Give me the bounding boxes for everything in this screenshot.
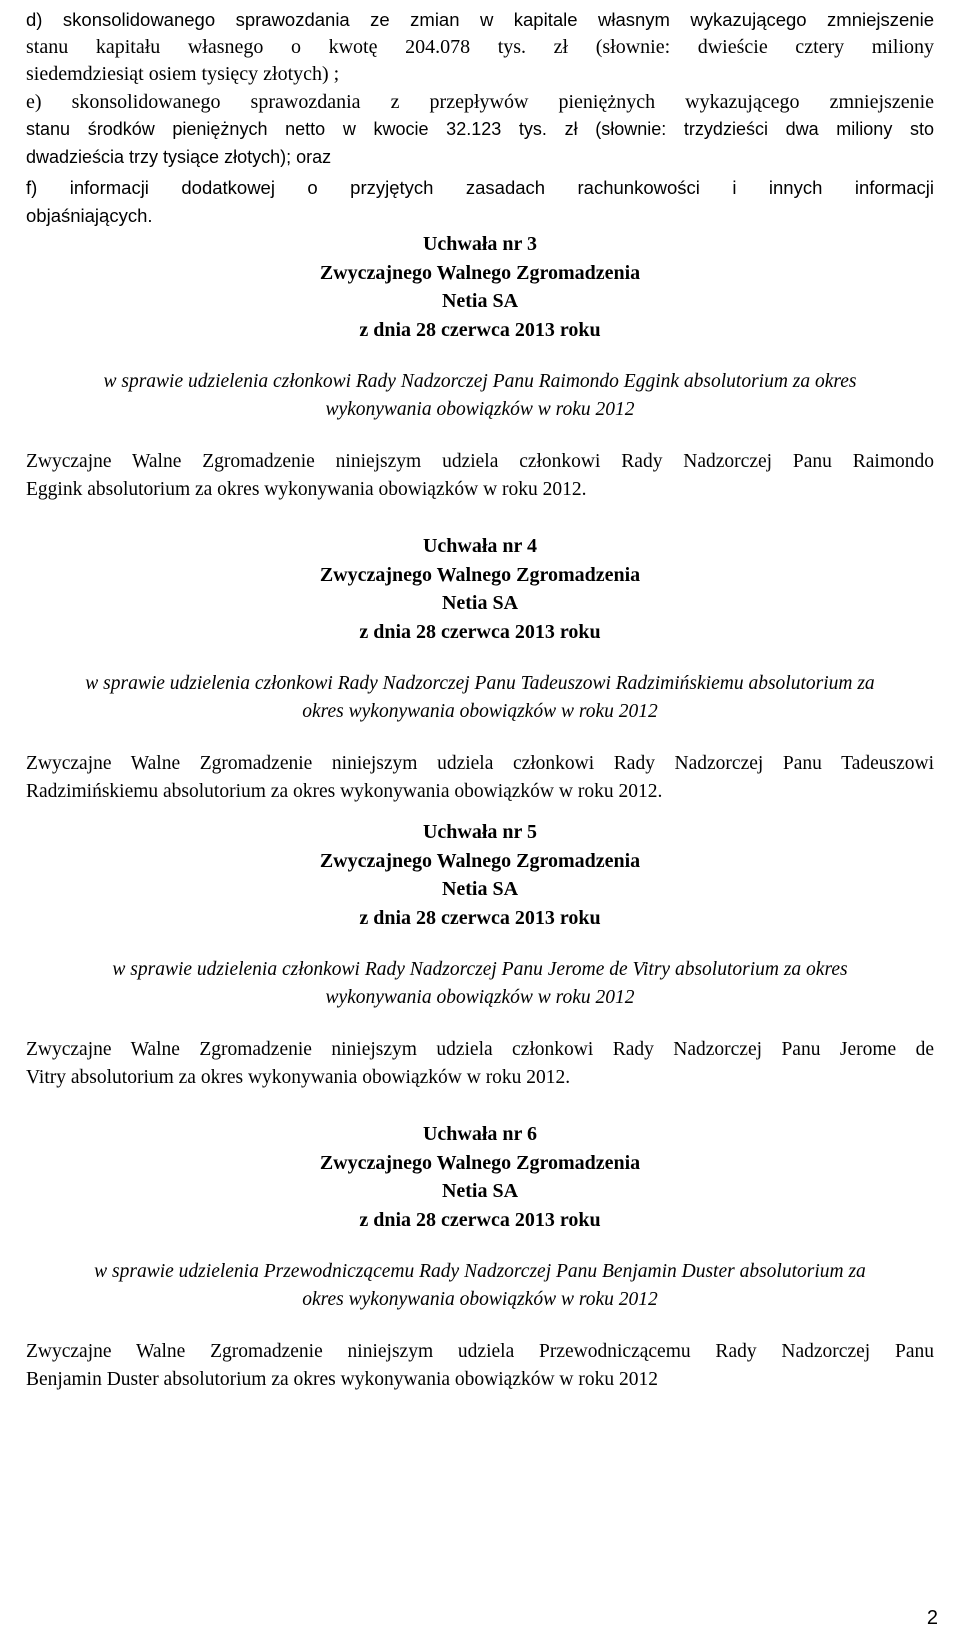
resolution-title: Uchwała nr 3 [422, 233, 538, 255]
resolution-4 [26, 532, 934, 806]
resolution-3 [26, 230, 934, 504]
item-d-line3: siedemdziesiąt osiem tysięcy złotych) ; [26, 63, 340, 85]
resolution-text-line2: Radzimińskiemu absolutorium za okres wykonywania obowiązków w roku 2012. [26, 781, 663, 802]
item-f-line1: f) informacji dodatkowej o przyjętych zasadach rachunkowości i innych informacji [26, 177, 934, 198]
resolution-date: z dnia 28 czerwca 2013 roku [359, 620, 601, 643]
resolution-text-line1: Zwyczajne Walne Zgromadzenie niniejszym udziela członkowi Rady Nadzorczej Panu Tadeuszowi [26, 753, 934, 774]
resolution-subject-line1: w sprawie udzielenia członkowi Rady Nadzorczej Panu Tadeuszowi Radzimińskiemu absolutorium za [85, 673, 875, 694]
resolution-text-line1: Zwyczajne Walne Zgromadzenie niniejszym udziela członkowi Rady Nadzorczej Panu Raimondo [26, 451, 934, 472]
resolution-body-name: Zwyczajnego Walnego Zgromadzenia [319, 563, 641, 586]
resolution-date: z dnia 28 czerwca 2013 roku [359, 318, 601, 341]
intro-list [26, 6, 934, 229]
item-e-line2: stanu środków pieniężnych netto w kwocie 32.123 tys. zł (słownie: trzydzieści dwa miliony sto [26, 119, 934, 139]
resolution-title: Uchwała nr 4 [422, 535, 538, 557]
resolution-company: Netia SA [441, 1180, 519, 1202]
resolution-subject-line2: wykonywania obowiązków w roku 2012 [325, 987, 635, 1008]
resolution-subject-line2: okres wykonywania obowiązków w roku 2012 [302, 701, 658, 722]
resolution-text-line2: Benjamin Duster absolutorium za okres wykonywania obowiązków w roku 2012 [26, 1369, 658, 1390]
resolution-date: z dnia 28 czerwca 2013 roku [359, 906, 601, 929]
resolution-text-line1: Zwyczajne Walne Zgromadzenie niniejszym udziela członkowi Rady Nadzorczej Panu Jerome de [26, 1039, 934, 1060]
resolution-body-name: Zwyczajnego Walnego Zgromadzenia [319, 1151, 641, 1174]
resolution-subject-line1: w sprawie udzielenia Przewodniczącemu Rady Nadzorczej Panu Benjamin Duster absolutorium za [94, 1261, 866, 1282]
item-e-line1: e) skonsolidowanego sprawozdania z przepływów pieniężnych wykazującego zmniejszenie [26, 90, 934, 113]
resolution-subject-line2: okres wykonywania obowiązków w roku 2012 [302, 1289, 658, 1310]
resolution-text-line2: Eggink absolutorium za okres wykonywania obowiązków w roku 2012. [26, 479, 587, 500]
item-e-line3: dwadzieścia trzy tysiące złotych); oraz [26, 146, 332, 167]
resolution-subject-line1: w sprawie udzielenia członkowi Rady Nadzorczej Panu Raimondo Eggink absolutorium za okres [103, 371, 857, 392]
resolution-date: z dnia 28 czerwca 2013 roku [359, 1208, 601, 1231]
resolution-body-name: Zwyczajnego Walnego Zgromadzenia [319, 261, 641, 284]
resolution-company: Netia SA [441, 290, 519, 312]
resolution-text-line2: Vitry absolutorium za okres wykonywania obowiązków w roku 2012. [26, 1067, 571, 1088]
item-d-line1: d) skonsolidowanego sprawozdania ze zmian w kapitale własnym wykazującego zmniejszenie [26, 9, 934, 30]
resolution-subject-line1: w sprawie udzielenia członkowi Rady Nadzorczej Panu Jerome de Vitry absolutorium za okres [112, 959, 848, 980]
resolution-company: Netia SA [441, 878, 519, 900]
resolution-company: Netia SA [441, 592, 519, 614]
page-number: 2 [926, 1607, 938, 1629]
item-d-line2: stanu kapitału własnego o kwotę 204.078 tys. zł (słownie: dwieście cztery miliony [26, 35, 934, 58]
resolution-subject-line2: wykonywania obowiązków w roku 2012 [325, 399, 635, 420]
resolution-body-name: Zwyczajnego Walnego Zgromadzenia [319, 849, 641, 872]
resolution-text-line1: Zwyczajne Walne Zgromadzenie niniejszym udziela Przewodniczącemu Rady Nadzorczej Panu [26, 1341, 934, 1362]
resolution-title: Uchwała nr 5 [422, 821, 538, 843]
resolution-title: Uchwała nr 6 [422, 1123, 538, 1145]
item-f-line2: objaśniających. [26, 204, 153, 226]
resolution-6 [26, 1120, 934, 1394]
resolution-5 [26, 818, 934, 1092]
